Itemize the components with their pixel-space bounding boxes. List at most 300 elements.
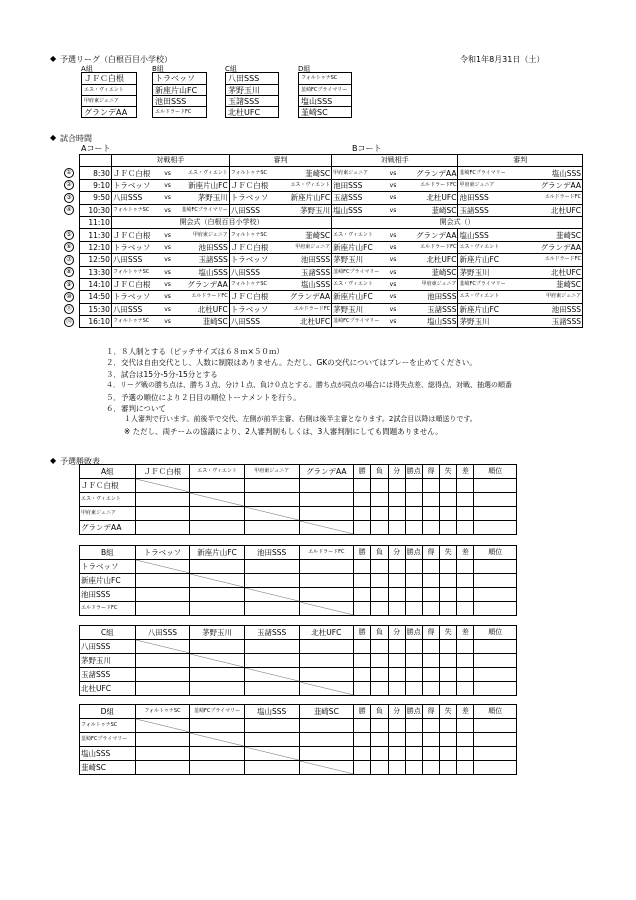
referee-1: 甲府東ジュニア: [458, 179, 522, 191]
referee-2: 韮崎SC: [522, 229, 583, 241]
stat-cell: [371, 747, 388, 761]
result-cell: [299, 588, 354, 602]
result-cell: [135, 507, 190, 521]
team-name: グランデAA: [80, 521, 136, 535]
self-cell: [135, 479, 190, 493]
referee-1: ＪＦＣ白根: [229, 241, 284, 253]
referee-2: 塩山SSS: [522, 167, 583, 179]
group-label: D組: [298, 65, 311, 73]
stat-cell: [354, 479, 371, 493]
notes: [106, 346, 606, 437]
referee-2: 玉諸SSS: [284, 266, 331, 278]
schedule-row: [80, 278, 583, 290]
away-team: 甲府東ジュニア: [401, 278, 458, 290]
result-cell: [299, 747, 354, 761]
referee-2: 韮崎SC: [522, 278, 583, 290]
note-5: ５．予選の順位により２日目の順位トーナメントを行う。: [106, 392, 301, 402]
diagonal-line: [136, 479, 190, 492]
group-team: 韮崎SC: [299, 106, 351, 117]
stat-cell: [405, 668, 422, 682]
match-number: ⑥: [64, 242, 74, 252]
home-team: ＪＦＣ白根: [111, 229, 159, 241]
stat-cell: [440, 640, 457, 654]
stat-header: 得: [422, 626, 439, 640]
away-team: 韮崎SC: [175, 316, 229, 328]
stat-cell: [388, 574, 405, 588]
ceremony-a: 開会式（白根百目小学校）: [111, 216, 331, 228]
result-cell: [135, 588, 190, 602]
home-team: 茅野玉川: [332, 303, 386, 315]
team-name: 八田SSS: [80, 640, 136, 654]
stat-cell: [457, 574, 474, 588]
result-cell: [244, 682, 299, 696]
result-cell: [135, 733, 190, 747]
team-name: 韮崎SC: [80, 761, 136, 775]
referee-1: ＪＦＣ白根: [229, 291, 284, 303]
stat-cell: [422, 761, 439, 775]
stat-cell: [354, 574, 371, 588]
opponent-header: グランデAA: [299, 465, 354, 479]
away-team: 玉諸SSS: [401, 303, 458, 315]
referee-1: フォルトゥナSC: [229, 278, 284, 290]
stat-cell: [422, 574, 439, 588]
result-cell: [299, 560, 354, 574]
stat-header: 勝: [354, 705, 371, 719]
standings-row: [80, 574, 517, 588]
opponent-header: エルドラードFC: [299, 546, 354, 560]
stat-cell: [440, 588, 457, 602]
stat-cell: [388, 668, 405, 682]
result-cell: [135, 761, 190, 775]
result-cell: [190, 747, 245, 761]
note-4: ４．リーグ戦の勝ち点は、勝ち３点、分け１点、負け０点とする。勝ち点が同点の場合には得失点差、総得点、対戦、抽選の順番: [106, 381, 512, 390]
opponent-header: 池田SSS: [244, 546, 299, 560]
stat-cell: [474, 479, 517, 493]
referee-2: 北杜UFC: [284, 316, 331, 328]
referee-2: 茅野玉川: [284, 204, 331, 216]
stat-cell: [388, 733, 405, 747]
result-cell: [299, 493, 354, 507]
away-team: 塩山SSS: [175, 266, 229, 278]
stat-cell: [388, 602, 405, 616]
standings-row: [80, 733, 517, 747]
vs-label: vs: [160, 303, 175, 315]
schedule-row: [80, 229, 583, 241]
stat-header: 順位: [474, 626, 517, 640]
standings-row: [80, 521, 517, 535]
stat-cell: [457, 747, 474, 761]
stat-cell: [405, 747, 422, 761]
group-team: 玉諸SSS: [226, 95, 278, 106]
referee-1: 茅野玉川: [458, 316, 522, 328]
schedule-header-row: [80, 155, 583, 167]
stat-cell: [354, 493, 371, 507]
opponent-header: 甲府東ジュニア: [244, 465, 299, 479]
team-name: 新座片山FC: [80, 574, 136, 588]
stat-cell: [371, 602, 388, 616]
referee-1: ＪＦＣ白根: [229, 179, 284, 191]
standings-row: [80, 588, 517, 602]
stat-cell: [422, 588, 439, 602]
match-time: 12:50: [80, 254, 112, 266]
standings-row: [80, 747, 517, 761]
group-name: C組: [80, 626, 136, 640]
result-cell: [190, 640, 245, 654]
match-number: ①: [64, 168, 74, 178]
team-name: ＪＦＣ白根: [80, 479, 136, 493]
stat-cell: [422, 719, 439, 733]
self-cell: [190, 493, 245, 507]
referee-2: 甲府東ジュニア: [522, 291, 583, 303]
col-match-a: 対戦相手: [111, 155, 229, 167]
home-team: エス・ヴィエント: [332, 278, 386, 290]
referee-1: エス・ヴィエント: [458, 241, 522, 253]
referee-2: 玉諸SSS: [522, 316, 583, 328]
section-bullet: ◆: [50, 133, 57, 142]
self-cell: [135, 560, 190, 574]
result-cell: [135, 574, 190, 588]
schedule-row: [80, 266, 583, 278]
stat-cell: [354, 507, 371, 521]
stat-cell: [388, 682, 405, 696]
diagonal-line: [245, 588, 299, 601]
team-name: 北杜UFC: [80, 682, 136, 696]
stat-cell: [474, 574, 517, 588]
away-team: 北杜UFC: [401, 254, 458, 266]
match-time: 11:30: [80, 229, 112, 241]
stat-cell: [354, 733, 371, 747]
stat-cell: [422, 640, 439, 654]
vs-label: vs: [160, 192, 175, 204]
stat-cell: [457, 682, 474, 696]
stat-header: 順位: [474, 705, 517, 719]
referee-1: フォルトゥナSC: [229, 229, 284, 241]
stat-cell: [388, 747, 405, 761]
group-name: B組: [80, 546, 136, 560]
stat-cell: [354, 682, 371, 696]
standings-row: [80, 719, 517, 733]
vs-label: vs: [385, 291, 400, 303]
home-team: 新座片山FC: [332, 241, 386, 253]
referee-2: グランデAA: [284, 291, 331, 303]
away-team: 甲府東ジュニア: [175, 229, 229, 241]
referee-2: 甲府東ジュニア: [284, 241, 331, 253]
stat-cell: [371, 719, 388, 733]
note-6-remark: ※ ただし、両チームの協議により、2人審判制もしくは、3人審判制にしても問題ありません。: [124, 426, 443, 436]
referee-2: エルドラードFC: [522, 192, 583, 204]
stat-header: 勝点: [405, 465, 422, 479]
home-team: フォルトゥナSC: [111, 316, 159, 328]
stat-header: 得: [422, 465, 439, 479]
result-cell: [135, 747, 190, 761]
stat-cell: [371, 668, 388, 682]
result-cell: [299, 733, 354, 747]
standings-title: 予選勝敗表: [60, 457, 100, 466]
away-team: グランデAA: [401, 167, 458, 179]
opponent-header: ＪＦＣ白根: [135, 465, 190, 479]
stat-cell: [354, 761, 371, 775]
stat-cell: [422, 733, 439, 747]
group-team: トラベッソ: [155, 74, 195, 83]
schedule-row: [80, 179, 583, 191]
stat-cell: [457, 602, 474, 616]
stat-cell: [440, 507, 457, 521]
diagonal-line: [136, 640, 190, 653]
result-cell: [299, 479, 354, 493]
stat-cell: [422, 493, 439, 507]
stat-cell: [371, 761, 388, 775]
home-team: トラベッソ: [111, 291, 159, 303]
stat-cell: [457, 560, 474, 574]
result-cell: [135, 668, 190, 682]
referee-1: トラベッソ: [229, 303, 284, 315]
opponent-header: 塩山SSS: [244, 705, 299, 719]
stat-header: 勝: [354, 626, 371, 640]
result-cell: [244, 574, 299, 588]
result-cell: [190, 682, 245, 696]
result-cell: [135, 493, 190, 507]
group-box: [81, 72, 137, 118]
referee-1: 韮崎FCプライマリー: [458, 167, 522, 179]
stat-header: 勝: [354, 546, 371, 560]
result-cell: [190, 761, 245, 775]
stat-cell: [354, 560, 371, 574]
diagonal-line: [245, 747, 299, 760]
result-cell: [244, 479, 299, 493]
schedule-table: [79, 154, 583, 328]
referee-2: 新座片山FC: [284, 192, 331, 204]
self-cell: [190, 574, 245, 588]
self-cell: [244, 588, 299, 602]
stat-cell: [474, 602, 517, 616]
diagonal-line: [245, 668, 299, 681]
stat-cell: [371, 733, 388, 747]
standings-table: [79, 625, 517, 696]
vs-label: vs: [160, 179, 175, 191]
stat-header: 負: [371, 705, 388, 719]
result-cell: [190, 719, 245, 733]
result-cell: [244, 761, 299, 775]
team-name: エス・ヴィエント: [80, 493, 136, 507]
home-team: 八田SSS: [111, 192, 159, 204]
stat-cell: [371, 574, 388, 588]
result-cell: [244, 654, 299, 668]
stat-cell: [440, 521, 457, 535]
opponent-header: 新座片山FC: [190, 546, 245, 560]
vs-label: vs: [160, 241, 175, 253]
result-cell: [135, 521, 190, 535]
note-6: ６．審判について: [106, 404, 166, 414]
referee-2: 韮崎SC: [284, 167, 331, 179]
stat-cell: [371, 493, 388, 507]
referee-1: 韮崎FCプライマリー: [458, 278, 522, 290]
standings-header-row: [80, 465, 517, 479]
match-time: 8:30: [80, 167, 112, 179]
home-team: 韮崎FCプライマリー: [332, 316, 386, 328]
schedule-row: [80, 216, 583, 228]
vs-label: vs: [160, 316, 175, 328]
away-team: 北杜UFC: [175, 303, 229, 315]
opponent-header: トラベッソ: [135, 546, 190, 560]
away-team: エルドラードFC: [401, 179, 458, 191]
standings-row: [80, 493, 517, 507]
result-cell: [299, 640, 354, 654]
stat-cell: [354, 654, 371, 668]
col-match-b: 対戦相手: [332, 155, 458, 167]
home-team: 八田SSS: [111, 303, 159, 315]
stat-cell: [371, 521, 388, 535]
group-label: B組: [152, 65, 164, 73]
result-cell: [244, 719, 299, 733]
stat-cell: [354, 602, 371, 616]
standings-row: [80, 602, 517, 616]
stat-cell: [457, 761, 474, 775]
group-team: 韮崎FCプライマリー: [299, 84, 351, 95]
referee-2: 韮崎SC: [284, 229, 331, 241]
home-team: トラベッソ: [111, 179, 159, 191]
group-name: A組: [80, 465, 136, 479]
match-number: ③: [64, 193, 74, 203]
away-team: 池田SSS: [175, 241, 229, 253]
stat-header: 勝点: [405, 705, 422, 719]
home-team: トラベッソ: [111, 241, 159, 253]
schedule-row: [80, 204, 583, 216]
result-cell: [135, 682, 190, 696]
referee-2: エルドラードFC: [284, 303, 331, 315]
match-number: ⑫: [65, 317, 72, 325]
self-cell: [299, 682, 354, 696]
stat-cell: [405, 507, 422, 521]
opponent-header: 韮崎FCプライマリー: [190, 705, 245, 719]
stat-cell: [354, 521, 371, 535]
away-team: グランデAA: [401, 229, 458, 241]
opponent-header: 茅野玉川: [190, 626, 245, 640]
stat-cell: [371, 588, 388, 602]
group-team: グランデAA: [82, 106, 136, 117]
self-cell: [299, 761, 354, 775]
match-time: 12:10: [80, 241, 112, 253]
stat-cell: [371, 507, 388, 521]
stat-cell: [354, 668, 371, 682]
stat-cell: [474, 507, 517, 521]
vs-label: vs: [160, 254, 175, 266]
self-cell: [135, 719, 190, 733]
group-box: [225, 72, 279, 118]
vs-label: vs: [385, 179, 400, 191]
opponent-header: エス・ヴィエント: [190, 465, 245, 479]
stat-cell: [457, 654, 474, 668]
standings-row: [80, 654, 517, 668]
stat-header: 負: [371, 546, 388, 560]
stat-cell: [474, 654, 517, 668]
schedule-title: 試合時間: [60, 134, 92, 143]
match-number: ⑪: [65, 305, 72, 313]
referee-1: 八田SSS: [229, 204, 284, 216]
ceremony-b: 開会式（）: [332, 216, 583, 228]
stat-cell: [474, 640, 517, 654]
stat-cell: [457, 588, 474, 602]
stat-header: 順位: [474, 546, 517, 560]
group-label: C組: [225, 65, 237, 73]
stat-cell: [474, 668, 517, 682]
stat-cell: [474, 682, 517, 696]
standings-row: [80, 668, 517, 682]
stat-cell: [440, 574, 457, 588]
self-cell: [299, 521, 354, 535]
group-box: [298, 72, 352, 118]
stat-cell: [457, 507, 474, 521]
self-cell: [135, 640, 190, 654]
away-team: エルドラードFC: [401, 241, 458, 253]
stat-header: 差: [457, 465, 474, 479]
stat-cell: [440, 560, 457, 574]
self-cell: [190, 654, 245, 668]
section-bullet: ◆: [50, 456, 57, 465]
group-label: A組: [81, 65, 93, 73]
home-team: 新座片山FC: [332, 291, 386, 303]
referee-1: 新座片山FC: [458, 303, 522, 315]
stat-header: 失: [440, 626, 457, 640]
away-team: 新座片山FC: [175, 179, 229, 191]
stat-cell: [354, 640, 371, 654]
stat-cell: [457, 521, 474, 535]
result-cell: [299, 507, 354, 521]
stat-header: 勝点: [405, 626, 422, 640]
group-team: エルドラードFC: [153, 106, 206, 117]
result-cell: [244, 733, 299, 747]
match-number: ②: [64, 180, 74, 190]
stat-header: 差: [457, 546, 474, 560]
stat-cell: [422, 682, 439, 696]
vs-label: vs: [160, 167, 175, 179]
team-name: 池田SSS: [80, 588, 136, 602]
stat-header: 失: [440, 546, 457, 560]
stat-cell: [440, 761, 457, 775]
self-cell: [244, 507, 299, 521]
stat-header: 勝点: [405, 546, 422, 560]
vs-label: vs: [160, 291, 175, 303]
team-name: 韮崎FCプライマリー: [80, 733, 136, 747]
standings-table: [79, 464, 517, 535]
vs-label: vs: [385, 316, 400, 328]
group-box: [152, 72, 207, 118]
stat-cell: [440, 668, 457, 682]
vs-label: vs: [385, 254, 400, 266]
note-6-detail: １人審判で行います。前後半で交代、左側が前半主審、右側は後半主審となります。2試合目以降は順送りです。: [124, 415, 477, 424]
stat-header: 負: [371, 626, 388, 640]
team-name: 甲府東ジュニア: [80, 507, 136, 521]
stat-cell: [388, 640, 405, 654]
note-2: ２．交代は自由交代とし、人数に制限はありません。ただし、GKの交代についてはプレーを止めてください。: [106, 358, 477, 368]
stat-cell: [388, 719, 405, 733]
date: 令和1年8月31日（土）: [460, 55, 545, 64]
standings-row: [80, 479, 517, 493]
result-cell: [190, 479, 245, 493]
vs-label: vs: [160, 266, 175, 278]
standings-row: [80, 761, 517, 775]
vs-label: vs: [385, 204, 400, 216]
vs-label: vs: [385, 278, 400, 290]
stat-cell: [440, 602, 457, 616]
opponent-header: 八田SSS: [135, 626, 190, 640]
diagonal-line: [300, 602, 354, 615]
self-cell: [299, 602, 354, 616]
referee-2: エルドラードFC: [522, 254, 583, 266]
court-a-label: Aコート: [81, 144, 111, 153]
referee-2: グランデAA: [522, 241, 583, 253]
referee-1: 新座片山FC: [458, 254, 522, 266]
group-team: フォルトゥナSC: [301, 75, 338, 81]
